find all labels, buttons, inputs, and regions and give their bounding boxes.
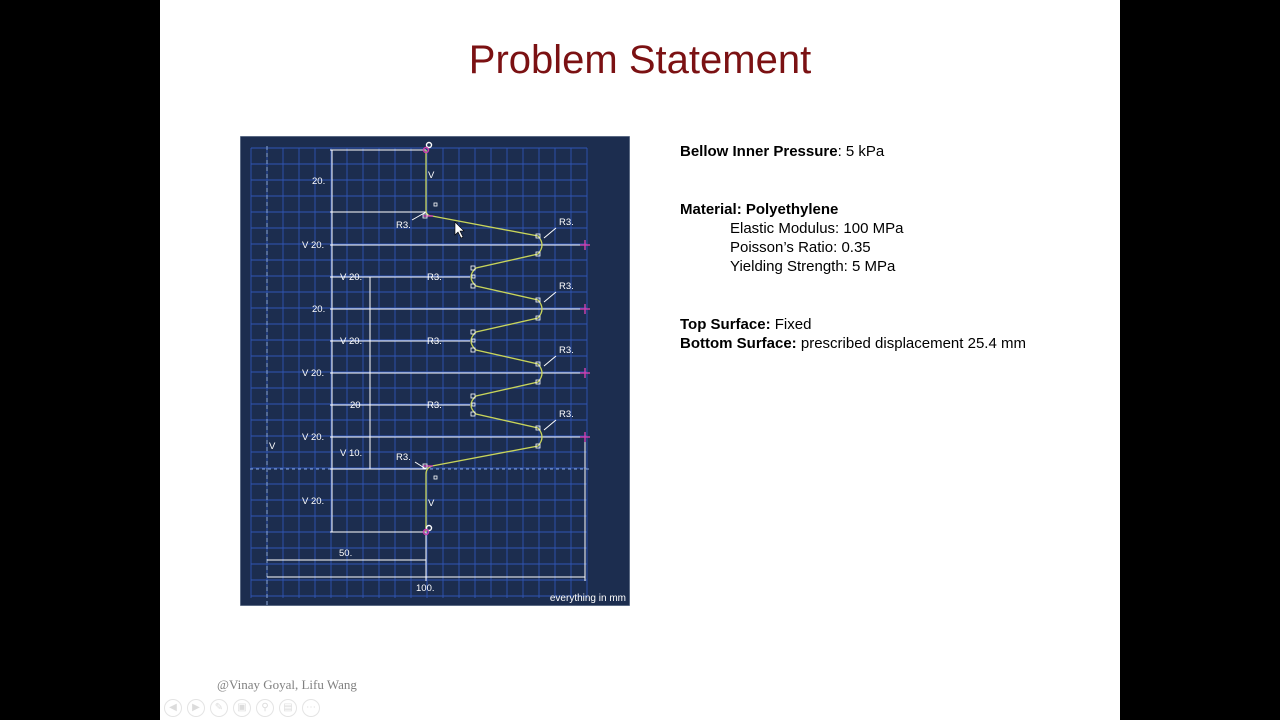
bottom-surface-label: Bottom Surface: [680, 335, 797, 352]
dim-label: V 10. [340, 448, 363, 459]
bottom-surface-value: prescribed displacement 25.4 mm [796, 335, 1026, 352]
units-note: everything in mm [549, 593, 626, 604]
radius-label: R3. [559, 409, 574, 420]
material-label: Material: Polyethylene [680, 201, 839, 218]
constraint-label: V [269, 441, 276, 452]
zoom-icon[interactable]: ⚲ [256, 699, 274, 717]
material-heading [680, 200, 838, 219]
more-icon[interactable]: ⋯ [302, 699, 320, 717]
radius-label: R3. [427, 400, 442, 411]
dim-label: V 20. [302, 240, 325, 251]
elastic-modulus: Elastic Modulus: 100 MPa [730, 220, 904, 237]
radius-label: R3. [427, 272, 442, 283]
author-credit: @Vinay Goyal, Lifu Wang [217, 677, 357, 692]
subtitle-icon[interactable]: ▤ [279, 699, 297, 717]
bottom-surface-line [680, 334, 1026, 353]
radius-label: R3. [396, 452, 411, 463]
radius-label: R3. [559, 281, 574, 292]
bellow-sketch-figure [240, 136, 630, 606]
radius-label: R3. [396, 220, 411, 231]
constraint-label: V [428, 498, 435, 509]
next-icon[interactable]: ▶ [187, 699, 205, 717]
top-surface-label: Top Surface: [680, 316, 771, 333]
slideshow-controls [164, 699, 320, 717]
prev-icon[interactable]: ◀ [164, 699, 182, 717]
dim-label: 100. [416, 583, 435, 594]
top-surface-value: Fixed [770, 316, 812, 333]
dim-label: V 20. [340, 336, 363, 347]
dim-label: 20. [312, 304, 326, 315]
pressure-line [680, 142, 884, 161]
poisson-ratio: Poisson’s Ratio: 0.35 [730, 239, 871, 256]
dim-label: V 20. [340, 272, 363, 283]
radius-label: R3. [559, 345, 574, 356]
dim-label: V 20. [302, 432, 325, 443]
pressure-label: Bellow Inner Pressure [680, 143, 838, 160]
yield-strength: Yielding Strength: 5 MPa [730, 258, 896, 275]
dim-label: 20 [350, 400, 361, 411]
constraint-label: V [428, 170, 435, 181]
pen-icon[interactable]: ✎ [210, 699, 228, 717]
slides-icon[interactable]: ▣ [233, 699, 251, 717]
radius-label: R3. [559, 217, 574, 228]
radius-label: R3. [427, 336, 442, 347]
slide [160, 0, 1120, 720]
top-surface-line [680, 315, 811, 334]
dim-label: 50. [339, 548, 353, 559]
slide-title: Problem Statement [468, 38, 812, 82]
dim-label: V 20. [302, 368, 325, 379]
dim-label: V 20. [302, 496, 325, 507]
pressure-value: : 5 kPa [837, 143, 885, 160]
dim-label: 20. [312, 176, 326, 187]
